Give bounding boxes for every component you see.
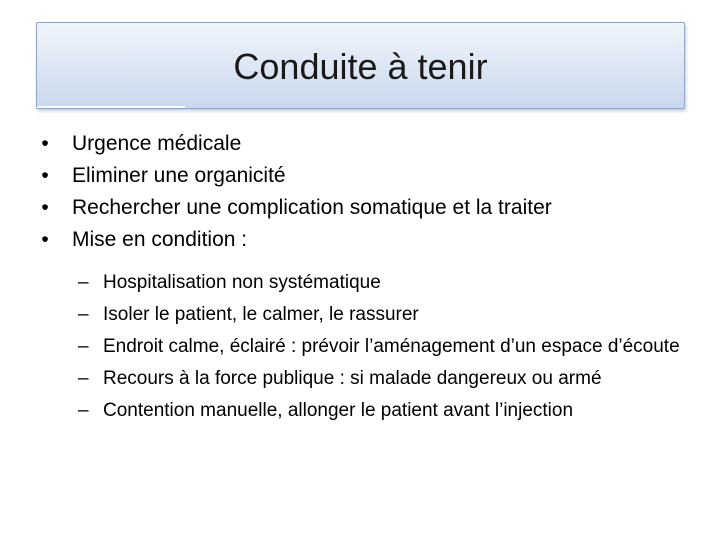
bullet-text: Rechercher une complication somatique et la traiter <box>72 196 552 219</box>
title-box <box>36 22 685 109</box>
bullet-item <box>36 160 686 192</box>
bullet-item <box>36 224 686 256</box>
dash-icon: – <box>78 368 89 389</box>
sub-bullet-item <box>78 366 688 391</box>
sub-bullet-item <box>78 302 688 327</box>
sub-bullet-text: Hospitalisation non systématique <box>103 272 381 293</box>
sub-bullet-text: Recours à la force publique : si malade dangereux ou armé <box>103 368 602 389</box>
bullet-dot-icon: • <box>41 196 49 219</box>
main-bullet-list <box>36 128 686 256</box>
sub-bullet-item <box>78 398 688 423</box>
sub-bullet-item <box>78 270 688 295</box>
sub-bullet-text: Endroit calme, éclairé : prévoir l’aménagement d’un espace d’écoute <box>103 336 680 357</box>
dash-icon: – <box>78 272 89 293</box>
sub-bullet-text: Contention manuelle, allonger le patient avant l’injection <box>103 400 574 421</box>
dash-icon: – <box>78 400 89 421</box>
dash-icon: – <box>78 304 89 325</box>
bullet-dot-icon: • <box>41 228 49 251</box>
sub-bullet-text: Isoler le patient, le calmer, le rassurer <box>103 304 419 325</box>
sub-bullet-list <box>78 270 688 430</box>
bullet-item <box>36 192 686 224</box>
bullet-text: Mise en condition : <box>72 228 248 251</box>
sub-bullet-item <box>78 334 688 359</box>
bullet-dot-icon: • <box>41 132 49 155</box>
dash-icon: – <box>78 336 89 357</box>
bullet-item <box>36 128 686 160</box>
bullet-text: Eliminer une organicité <box>72 164 286 187</box>
bullet-text: Urgence médicale <box>72 132 242 155</box>
slide-title: Conduite à tenir <box>233 46 488 87</box>
title-accent-line <box>37 106 185 108</box>
bullet-dot-icon: • <box>41 164 49 187</box>
